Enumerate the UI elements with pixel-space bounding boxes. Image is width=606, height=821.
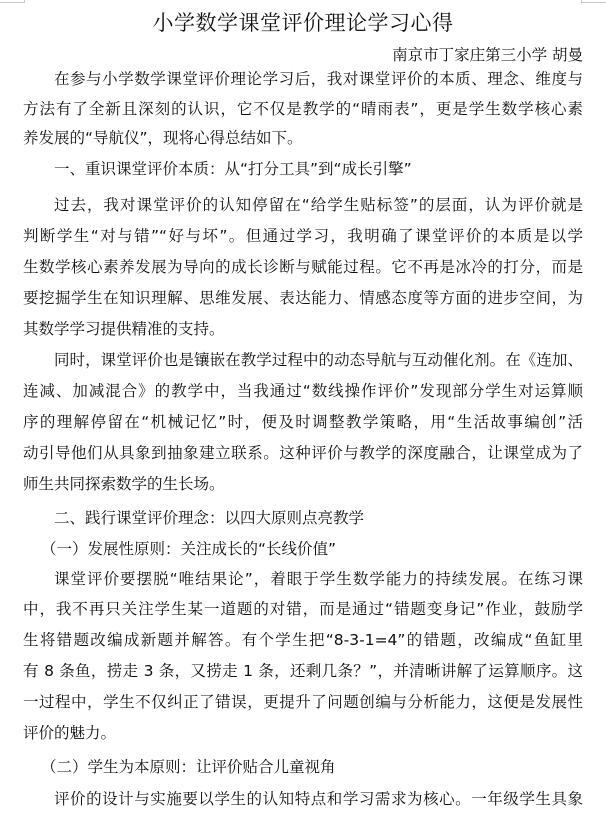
paragraph-line: 同时，课堂评价也是镶嵌在教学过程中的动态导航与互动催化剂。在《连加、 [54, 351, 583, 369]
paragraph-line: 序的理解停留在“机械记忆”时，便及时调整教学策略，用“生活故事编创”活 [23, 413, 583, 431]
paragraph-line: 在参与小学数学课堂评价理论学习后，我对课堂评价的本质、理念、维度与 [54, 70, 583, 88]
paragraph-line: 要挖掘学生在知识理解、思维发展、表达能力、情感态度等方面的进步空间，为 [23, 289, 583, 307]
paragraph-line: 动引导他们从具象到抽象建立联系。这种评价与教学的深度融合，让课堂成为了 [23, 444, 583, 462]
paragraph-line: 判断学生“对与错”“好与坏”。但通过学习，我明确了课堂评价的本质是以学 [23, 227, 583, 245]
paragraph-line: 一过程中，学生不仅纠正了错误，更提升了问题创编与分析能力，这便是发展性 [23, 693, 583, 711]
crop-mark-top-left [0, 0, 25, 3]
document-title: 小学数学课堂评价理论学习心得 [152, 11, 454, 35]
paragraph-line: 过去，我对课堂评价的认知停留在“给学生贴标签”的层面，认为评价就是 [54, 196, 583, 214]
paragraph-line: 连减、加减混合》的教学中，当我通过“数线操作评价”发现部分学生对运算顺 [23, 382, 583, 400]
subsection-heading-1: （一）发展性原则：关注成长的“长线价值” [41, 540, 337, 558]
author-line: 南京市丁家庄第三小学 胡曼 [392, 46, 583, 64]
section-heading-1: 一、重识课堂评价本质：从“打分工具”到“成长引擎” [54, 160, 412, 178]
subsection-heading-2: （二）学生为本原则：让评价贴合儿童视角 [41, 758, 336, 776]
paragraph-line: 评价的设计与实施要以学生的认知特点和学习需求为核心。一年级学生具象 [54, 790, 583, 808]
paragraph-line: 中，我不再只关注学生某一道题的对错，而是通过“错题变身记”作业，鼓励学 [23, 600, 583, 618]
paragraph-line: 养发展的“导航仪”，现将心得总结如下。 [23, 129, 303, 147]
paragraph-line: 方法有了全新且深刻的认识，它不仅是教学的“晴雨表”，更是学生数学核心素 [23, 100, 583, 118]
paragraph-line: 生将错题改编成新题并解答。有个学生把“8-3-1=4”的错题，改编成“鱼缸里 [23, 631, 583, 649]
paragraph-line: 评价的魅力。 [23, 724, 117, 742]
section-heading-2: 二、践行课堂评价理念：以四大原则点亮教学 [54, 509, 365, 527]
paragraph-line: 课堂评价要摆脱“唯结果论”，着眼于学生数学能力的持续发展。在练习课 [54, 570, 583, 588]
paragraph-line: 生数学核心素养发展为导向的成长诊断与赋能过程。它不再是冰冷的打分，而是 [23, 258, 583, 276]
paragraph-line: 有 8 条鱼，捞走 3 条，又捞走 1 条，还剩几条？”，并清晰讲解了运算顺序。这 [23, 662, 583, 680]
crop-mark-top-right [581, 0, 606, 3]
paragraph-line: 师生共同探索数学的生长场。 [23, 475, 225, 493]
paragraph-line: 其数学学习提供精准的支持。 [23, 320, 225, 338]
